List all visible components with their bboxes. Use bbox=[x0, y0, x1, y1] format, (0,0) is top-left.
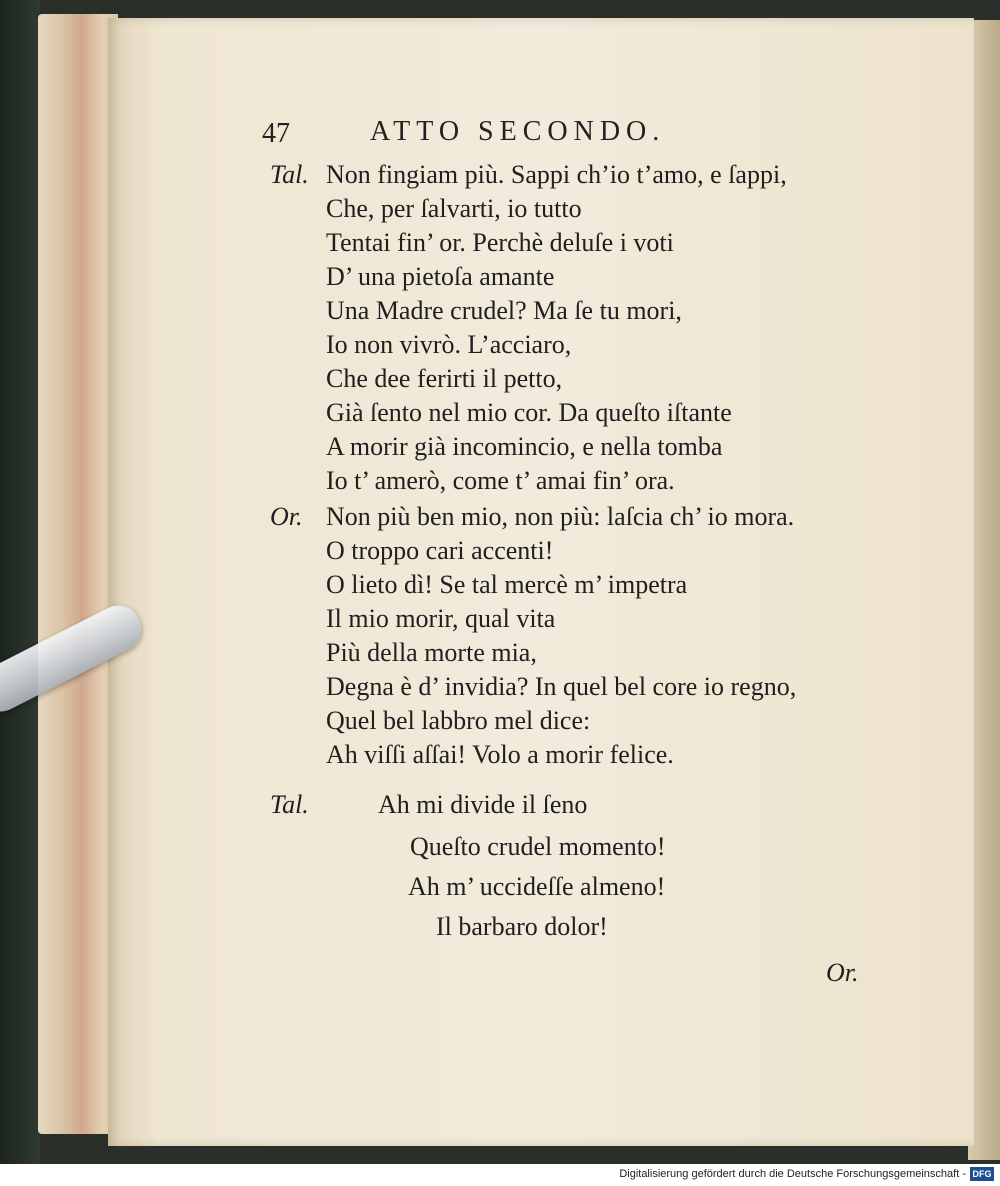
verse-line: A morir già incomincio, e nella tomba bbox=[326, 432, 723, 461]
verse-line: Il mio morir, qual vita bbox=[326, 604, 556, 633]
verse-line: Che, per ſalvarti, io tutto bbox=[326, 194, 582, 223]
funding-credit: Digitalisierung gefördert durch die Deutsche Forschungsgemeinschaft - bbox=[619, 1168, 966, 1180]
verse-line: Degna è d’ invidia? In quel bel core io regno, bbox=[326, 672, 797, 701]
verse-line: O lieto dì! Se tal mercè m’ impetra bbox=[326, 570, 688, 599]
verse-line: D’ una pietoſa amante bbox=[326, 262, 555, 291]
verse-line: Già ſento nel mio cor. Da queſto iſtante bbox=[326, 398, 732, 427]
speaker-label: Tal. bbox=[270, 790, 309, 819]
verse-line: Non fingiam più. Sappi ch’io t’amo, e ſappi, bbox=[326, 160, 787, 189]
verse-line: Queſto crudel momento! bbox=[410, 832, 666, 861]
verse-line: Quel bel labbro mel dice: bbox=[326, 706, 591, 735]
running-head: ATTO SECONDO. bbox=[370, 116, 666, 147]
catchword: Or. bbox=[826, 958, 859, 987]
footer-bar bbox=[0, 1164, 1000, 1186]
verse-line: Non più ben mio, non più: laſcia ch’ io mora. bbox=[326, 502, 795, 531]
verse-line: Più della morte mia, bbox=[326, 638, 537, 667]
backdrop bbox=[0, 0, 40, 1186]
speaker-label: Or. bbox=[270, 502, 303, 531]
verse-line: Ah mi divide il ſeno bbox=[378, 790, 588, 819]
verse-line: Io t’ amerò, come t’ amai fin’ ora. bbox=[326, 466, 675, 495]
verse-line: Ah viſſi aſſai! Volo a morir felice. bbox=[326, 740, 674, 769]
verse-line: Che dee ferirti il petto, bbox=[326, 364, 563, 393]
verse-line: Tentai fin’ or. Perchè deluſe i voti bbox=[326, 228, 674, 257]
verse-line: Io non vivrò. L’acciaro, bbox=[326, 330, 572, 359]
verse-line: Una Madre crudel? Ma ſe tu mori, bbox=[326, 296, 682, 325]
verse-line: O troppo cari accenti! bbox=[326, 536, 554, 565]
page-stack-edge bbox=[38, 14, 118, 1134]
page-number: 47 bbox=[262, 118, 290, 149]
verse-line: Ah m’ uccideſſe almeno! bbox=[408, 872, 666, 901]
page-header bbox=[262, 112, 822, 152]
dfg-logo: DFG bbox=[970, 1167, 994, 1181]
speaker-label: Tal. bbox=[270, 160, 309, 189]
verse-line: Il barbaro dolor! bbox=[436, 912, 608, 941]
